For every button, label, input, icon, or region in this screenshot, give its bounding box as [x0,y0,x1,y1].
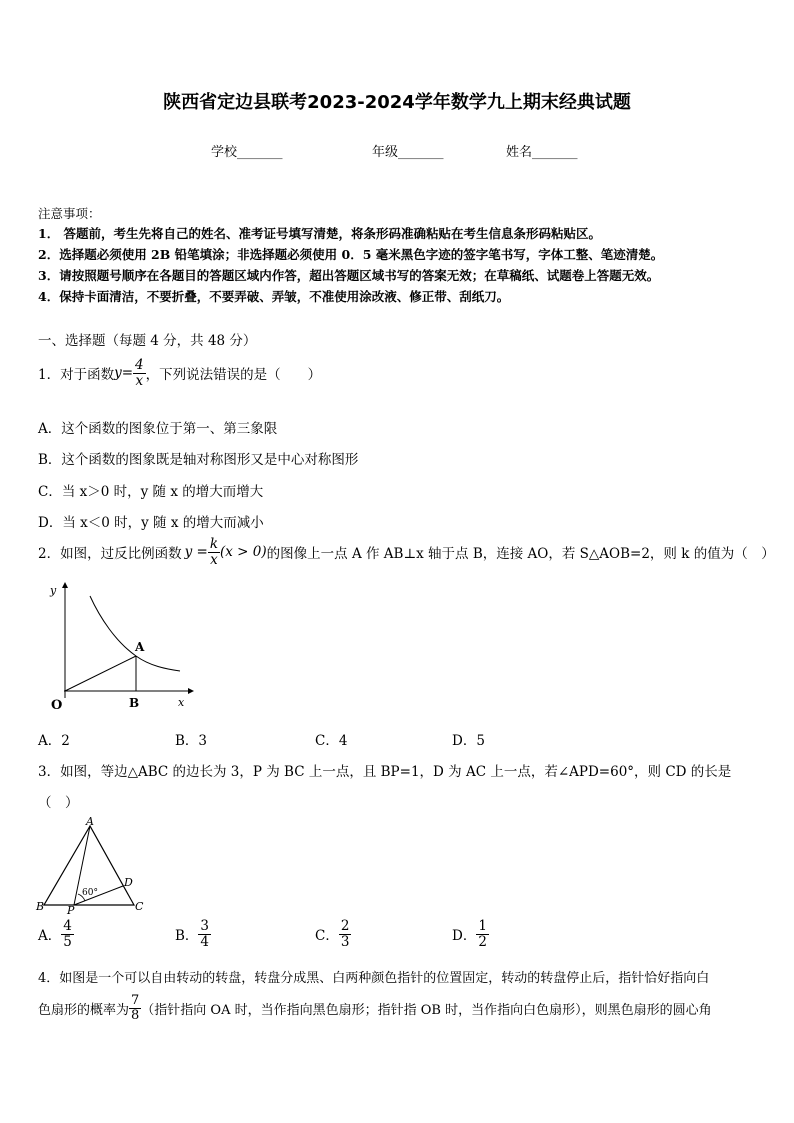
q2-condition: (x > 0) [220,544,267,561]
q2-label-a: A [135,640,145,654]
q2-segment-oa [65,656,136,691]
q1-prefix: 1．对于函数 [38,367,115,384]
q1-denominator: x [135,372,144,389]
q2-label-y: y [50,584,57,597]
q2-option-d: D．5 [452,733,485,749]
q3-label-c: C [135,900,144,913]
q2-hyperbola-curve [90,596,180,671]
q2-option-b: B．3 [175,733,208,749]
q3-label-a: A [86,815,94,828]
notice-item-4: 4．保持卡面清洁，不要折叠，不要弄破、弄皱，不准使用涂改液、修正带、刮纸刀。 [38,289,510,304]
q3-option-d-label: D． [452,928,477,945]
q2-label-x: x [178,696,185,709]
q3-option-b-label: B． [175,928,199,945]
notice-heading: 注意事项： [38,206,101,221]
q3-option-c-num: 2 [340,918,350,934]
notice-item-2: 2．选择题必须使用 2B 铅笔填涂；非选择题必须使用 0．5 毫米黑色字迹的签字笔书写，字体工整、笔迹清楚。 [38,247,664,262]
q2-y-arrow-icon [62,582,68,588]
question-4-line-2 [38,994,712,1024]
grade-field: 年级_______ [372,145,444,160]
q3-option-a-label: A． [38,928,62,945]
q4-fraction [129,994,141,1024]
q1-suffix: ，下列说法错误的是（ ） [145,367,322,384]
q4-line2-suffix: （指针指向 OA 时，当作指向黑色扇形；指针指 OB 时，当作指向白色扇形），则黑色扇形的圆心角 [141,1003,712,1019]
q3-paren: （ ） [38,795,79,811]
q3-option-a-fraction [61,919,74,950]
q1-eq: = [121,365,134,382]
q2-figure [38,578,198,713]
q3-option-c-den: 3 [340,933,350,950]
q3-option-d [452,919,489,950]
q1-fraction [133,358,146,389]
q3-option-d-den: 2 [478,933,487,950]
q2-x-arrow-icon [188,688,194,694]
q3-option-d-fraction [476,919,489,950]
q4-line2-prefix: 色扇形的概率为 [38,1003,130,1019]
question-4-line-1: 4．如图是一个可以自由转动的转盘，转盘分成黑、白两种颜色指针的位置固定，转动的转盘停止后，指针恰好指向白 [38,971,710,986]
q3-angle-label: 60° [82,888,98,898]
q1-numerator: 4 [135,357,144,373]
q3-option-b [175,919,211,950]
q3-option-b-num: 3 [200,918,210,934]
q1-option-a: A．这个函数的图象位于第一、第三象限 [38,421,278,437]
q1-option-b: B．这个函数的图象既是轴对称图形又是中心对称图形 [38,452,359,468]
q2-prefix: 2．如图，过反比例函数 [38,546,182,563]
q2-option-a: A．2 [38,733,70,749]
notice-item-1: 1． 答题前，考生先将自己的姓名、准考证号填写清楚，将条形码准确粘贴在考生信息条形码粘贴区。 [38,226,602,241]
q3-option-a [38,919,74,950]
q2-label-b: B [129,696,140,710]
q2-suffix: 的图像上一点 A 作 AB⊥x 轴于点 B，连接 AO，若 S△AOB=2，则 k 的值为（ ） [266,546,775,563]
q3-label-d: D [124,876,133,889]
question-2-stem [38,537,775,568]
q3-option-c [315,919,351,950]
name-field: 姓名_______ [506,145,578,160]
q3-figure [34,814,154,914]
q4-denominator: 8 [131,1008,140,1024]
q3-option-c-fraction [339,919,352,950]
q3-option-a-den: 5 [63,933,72,950]
q2-func-y: y = [184,544,208,561]
section-heading: 一、选择题（每题 4 分，共 48 分） [38,333,257,349]
q1-option-c: C．当 x＞0 时，y 随 x 的增大而增大 [38,484,264,500]
page-title: 陕西省定边县联考2023-2024学年数学九上期末经典试题 [163,92,631,113]
q3-option-b-fraction [198,919,211,950]
q3-option-c-label: C． [315,928,339,945]
q2-fraction [208,537,220,568]
q3-option-a-num: 4 [63,918,72,934]
q2-option-c: C．4 [315,733,348,749]
q1-y: y [114,365,122,382]
question-3-stem: 3．如图，等边△ABC 的边长为 3，P 为 BC 上一点，且 BP=1，D 为 AC 上一点，若∠APD=60°，则 CD 的长是 [38,764,732,780]
q1-option-d: D．当 x＜0 时，y 随 x 的增大而减小 [38,515,264,531]
question-1-stem [38,358,321,389]
notice-item-3: 3．请按照题号顺序在各题目的答题区域内作答，超出答题区域书写的答案无效；在草稿纸、试题卷上答题无效。 [38,268,660,283]
q2-numerator: k [209,536,219,552]
school-field: 学校_______ [211,145,283,160]
q4-numerator: 7 [131,993,140,1008]
q3-label-p: P [67,904,75,914]
q2-denominator: x [210,551,218,568]
q3-option-d-num: 1 [478,918,487,934]
q2-label-o: O [51,698,63,713]
q3-option-b-den: 4 [200,933,210,950]
q3-label-b: B [36,900,45,913]
